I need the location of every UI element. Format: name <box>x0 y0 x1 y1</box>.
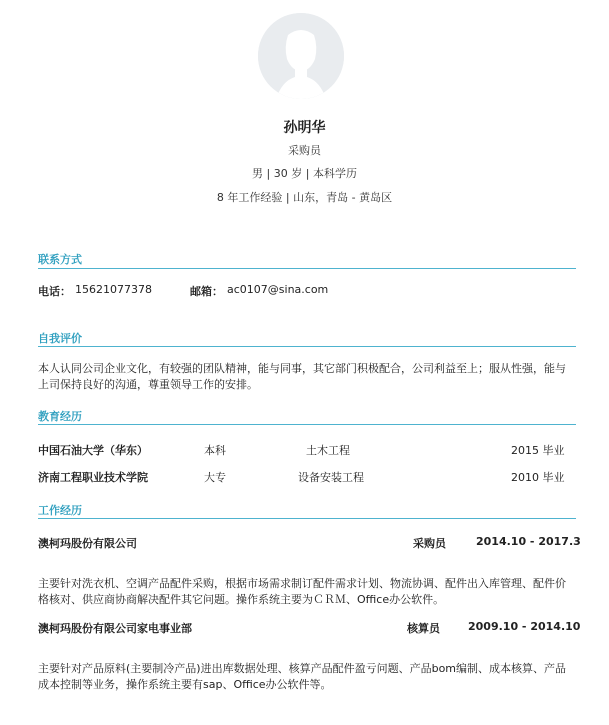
education-school: 济南工程职业技术学院 <box>38 471 148 484</box>
email-label: 邮箱： <box>190 285 223 298</box>
phone-value: 15621077378 <box>75 283 152 296</box>
education-graduation: 2010 毕业 <box>511 471 565 484</box>
self-eval-text: 本人认同公司企业文化，有较强的团队精神，能与同事，其它部门积极配合，公司利益至上；服从性强，能与上司保持良好的沟通，尊重领导工作的安排。 <box>38 362 566 391</box>
education-degree: 本科 <box>204 444 226 457</box>
education-school: 中国石油大学（华东） <box>38 444 148 457</box>
email-value: ac0107@sina.com <box>227 283 329 296</box>
section-title-education: 教育经历 <box>38 410 82 423</box>
section-divider <box>38 268 576 269</box>
education-graduation: 2015 毕业 <box>511 444 565 457</box>
phone-label: 电话： <box>38 285 71 298</box>
user-silhouette-icon <box>258 13 344 99</box>
job-company: 澳柯玛股份有限公司 <box>38 537 137 550</box>
section-title-self-eval: 自我评价 <box>38 332 82 345</box>
education-major: 设备安装工程 <box>298 471 364 484</box>
avatar <box>258 13 344 99</box>
section-divider <box>38 424 576 425</box>
candidate-name: 孙明华 <box>283 120 326 136</box>
section-title-work: 工作经历 <box>38 504 82 517</box>
education-degree: 大专 <box>204 471 226 484</box>
education-major: 土木工程 <box>306 444 350 457</box>
job-period: 2009.10 - 2014.10 <box>468 620 581 633</box>
basic-info: 男 | 30 岁 | 本科学历 <box>252 167 357 180</box>
job-period: 2014.10 - 2017.3 <box>476 535 581 548</box>
experience-location: 8 年工作经验 | 山东，青岛 - 黄岛区 <box>216 191 393 204</box>
job-company: 澳柯玛股份有限公司家电事业部 <box>38 622 192 635</box>
job-description: 主要针对洗衣机、空调产品配件采购，根据市场需求制订配件需求计划、物流协调、配件出入库管理、配件价格核对、供应商协商解决配件其它问题。操作系统主要为ＣＲＭ、Office办公软件。 <box>38 577 566 606</box>
section-divider <box>38 518 576 519</box>
job-position: 核算员 <box>407 622 440 635</box>
job-position: 采购员 <box>413 537 446 550</box>
job-title: 采购员 <box>288 144 321 157</box>
section-divider <box>38 346 576 347</box>
job-description: 主要针对产品原料(主要制冷产品)进出库数据处理、核算产品配件盈亏问题、产品bom编制、成本核算、产品成本控制等业务，操作系统主要有sap、Office办公软件等。 <box>38 662 567 691</box>
section-title-contact: 联系方式 <box>38 253 82 266</box>
